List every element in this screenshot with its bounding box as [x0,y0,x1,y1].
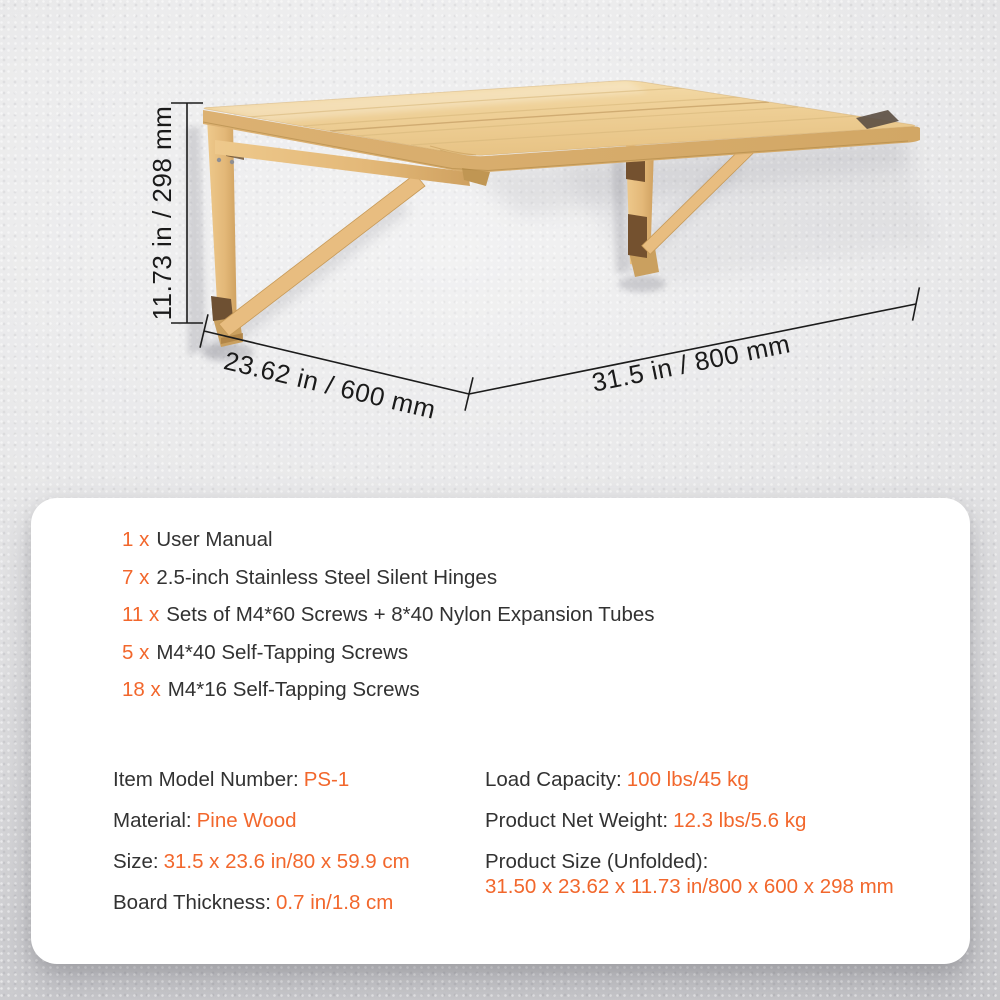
spec-label: Material: [113,809,192,832]
spec-row [113,849,478,874]
spec-label: Load Capacity: [485,768,622,791]
info-card [31,498,970,964]
table-scene [0,0,1000,470]
package-text: M4*16 Self-Tapping Screws [167,678,420,701]
package-qty: 18 x [122,678,161,701]
package-text: Sets of M4*60 Screws + 8*40 Nylon Expansion Tubes [166,603,655,626]
package-item [122,671,942,709]
spec-label: Board Thickness: [113,891,272,914]
package-item [122,596,942,634]
specs-column-right [485,767,945,915]
depth-dimension-label: 23.62 in / 600 mm [221,345,439,425]
spec-row [113,808,478,833]
spec-value: 100 lbs/45 kg [626,768,749,791]
width-dimension-label: 31.5 in / 800 mm [589,328,793,398]
package-text: M4*40 Self-Tapping Screws [156,640,409,664]
spec-value: PS-1 [303,768,350,791]
package-list [122,521,942,709]
package-item [122,634,942,672]
package-qty: 1 x [122,528,150,551]
package-text: 2.5-inch Stainless Steel Silent Hinges [156,565,498,589]
height-dimension-label: 11.73 in / 298 mm [147,105,177,321]
right-hinge-bottom [628,214,647,258]
spec-label: Size: [113,850,159,873]
left-strut [219,174,425,336]
spec-row [485,849,945,899]
spec-value: 31.50 x 23.62 x 11.73 in/800 x 600 x 298 mm [485,875,894,898]
spec-label: Product Net Weight: [485,809,669,832]
package-qty: 11 x [122,603,160,626]
package-qty: 7 x [122,565,150,589]
spec-value: 12.3 lbs/5.6 kg [673,809,807,832]
spec-label: Product Size (Unfolded): [485,850,709,873]
spec-row [485,767,945,792]
spec-value: 31.5 x 23.6 in/80 x 59.9 cm [163,850,410,873]
spec-label: Item Model Number: [113,768,299,791]
package-item [122,521,942,559]
package-text: User Manual [156,528,273,551]
specs-column-left [113,767,478,931]
spec-value: Pine Wood [196,809,297,832]
spec-value: 0.7 in/1.8 cm [276,891,394,914]
width-dimension [469,287,919,394]
package-item [122,559,942,597]
spec-row [113,767,478,792]
spec-row [485,808,945,833]
spec-row [113,890,478,915]
package-qty: 5 x [122,640,150,664]
